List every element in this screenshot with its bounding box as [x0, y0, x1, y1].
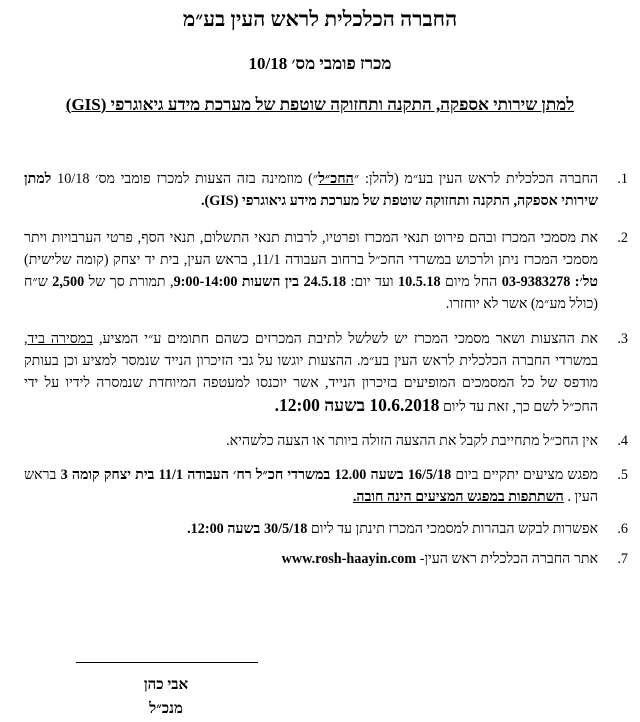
- list-item-7: [24, 548, 628, 570]
- list-item-1: [24, 168, 628, 212]
- item-text: את מסמכי המכרז ובהם פירוט תנאי המכרז ופרטיו, לרבות תנאי התשלום, תנאי הסף, פרטי הערבויות ויתר מסמכי המכרז ניתן ולרכוש במשרדי החכ״ל ברחוב העבודה 11/1, בראש העין, בית יד יצחק (קומה שלישית): [24, 230, 598, 268]
- item-number: .7: [617, 551, 628, 567]
- list-item-5: [24, 464, 628, 508]
- item-text: החל מיום: [440, 274, 502, 290]
- item-text: אתר החברה הכלכלית ראש העין-: [416, 551, 598, 567]
- item-text: מפגש מציעים יתקיים ביום: [451, 467, 598, 483]
- item-number: .3: [617, 331, 628, 347]
- item-text: ועד יום:: [346, 274, 399, 290]
- item-text: את ההצעות ושאר מסמכי המכרז יש לשלשל לתיבת המכרזים כשהם חתומים ע״י המציע,: [93, 331, 598, 347]
- item-text: בראש העין .: [24, 467, 598, 505]
- signature-line: [76, 662, 258, 663]
- tender-number-title: מכרז פומבי מס׳ 10/18: [248, 54, 392, 73]
- item-text: , תמורת סך של: [84, 274, 174, 290]
- item-text: החברה הכלכלית לראש העין בע״מ (להלן: ״: [353, 171, 598, 187]
- list-item-4: [24, 430, 628, 452]
- list-item-2: [24, 227, 628, 315]
- item-fee: 2,500: [52, 274, 85, 290]
- company-title: החברה הכלכלית לראש העין בע״מ: [182, 7, 458, 31]
- item-text-bold: למתן שירותי אספקה, התקנה ותחזוקה שוטפת של מערכת מידע גיאוגרפי (GIS).: [24, 171, 598, 209]
- item-number: .2: [617, 230, 628, 246]
- item-mandatory-note: השתתפות במפגש המציעים הינה חובה.: [352, 489, 564, 505]
- item-end-date-hours: 24.5.18 בין השעות 9:00-14:00: [173, 274, 347, 290]
- item-number: .4: [617, 433, 628, 449]
- item-number: .1: [617, 171, 628, 187]
- item-clarification-deadline: 30/5/18 בשעה 12:00.: [187, 521, 308, 537]
- item-text: ש״ח (כולל מע״מ) אשר לא יוחזרו.: [24, 274, 598, 312]
- list-item-3: [24, 328, 628, 418]
- item-number: .6: [617, 521, 628, 537]
- signatory-name: אבי כהן: [143, 677, 189, 693]
- website-link[interactable]: www.rosh-haayin.com: [281, 551, 417, 567]
- item-meeting-details: 16/5/18 בשעה 12.00 במשרדי חכ״ל רח׳ העבודה 11/1 בית יצחק קומה 3: [60, 467, 452, 483]
- item-phone: טל׳: 03-9383278: [501, 274, 598, 290]
- item-text: ״) מוזמינה בזה הצעות למכרז פומבי מס׳ 10/18: [51, 171, 319, 187]
- item-text: אין החכ״ל מתחייבת לקבל את ההצעה הזולה ביותר או הצעה כלשהיא.: [226, 433, 598, 449]
- item-text: אפשרות לבקש הבהרות למסמכי המכרז תינתן עד ליום: [307, 521, 598, 537]
- item-text-underlined: במסירה ביד: [27, 331, 94, 347]
- item-text-defined-term: החכ״ל: [318, 171, 354, 187]
- tender-subject: למתן שירותי אספקה, התקנה ותחזוקה שוטפת של מערכת מידע גיאוגרפי (GIS): [65, 95, 575, 114]
- item-deadline: 10.6.2018 בשעה 12:00.: [274, 395, 440, 415]
- tender-items-list: [24, 168, 628, 570]
- item-number: .5: [617, 467, 628, 483]
- item-start-date: 10.5.18: [398, 274, 441, 290]
- list-item-6: [24, 518, 628, 540]
- item-text: , במשרדי החברה הכלכלית לראש העין בע״מ. ההצעות יוגשו על גבי הזיכרון הנייד שנמסר למציע וכן בעותק מודפס של כל המסמכים המופיעים בזיכרון הנייד, אשר יוכנסו למעטפה המיוחדת שנמסרה לידיו על ידי החכ״ל לשם כך, זאת עד ליום: [24, 331, 598, 415]
- signatory-title: מנכ״ל: [149, 701, 183, 717]
